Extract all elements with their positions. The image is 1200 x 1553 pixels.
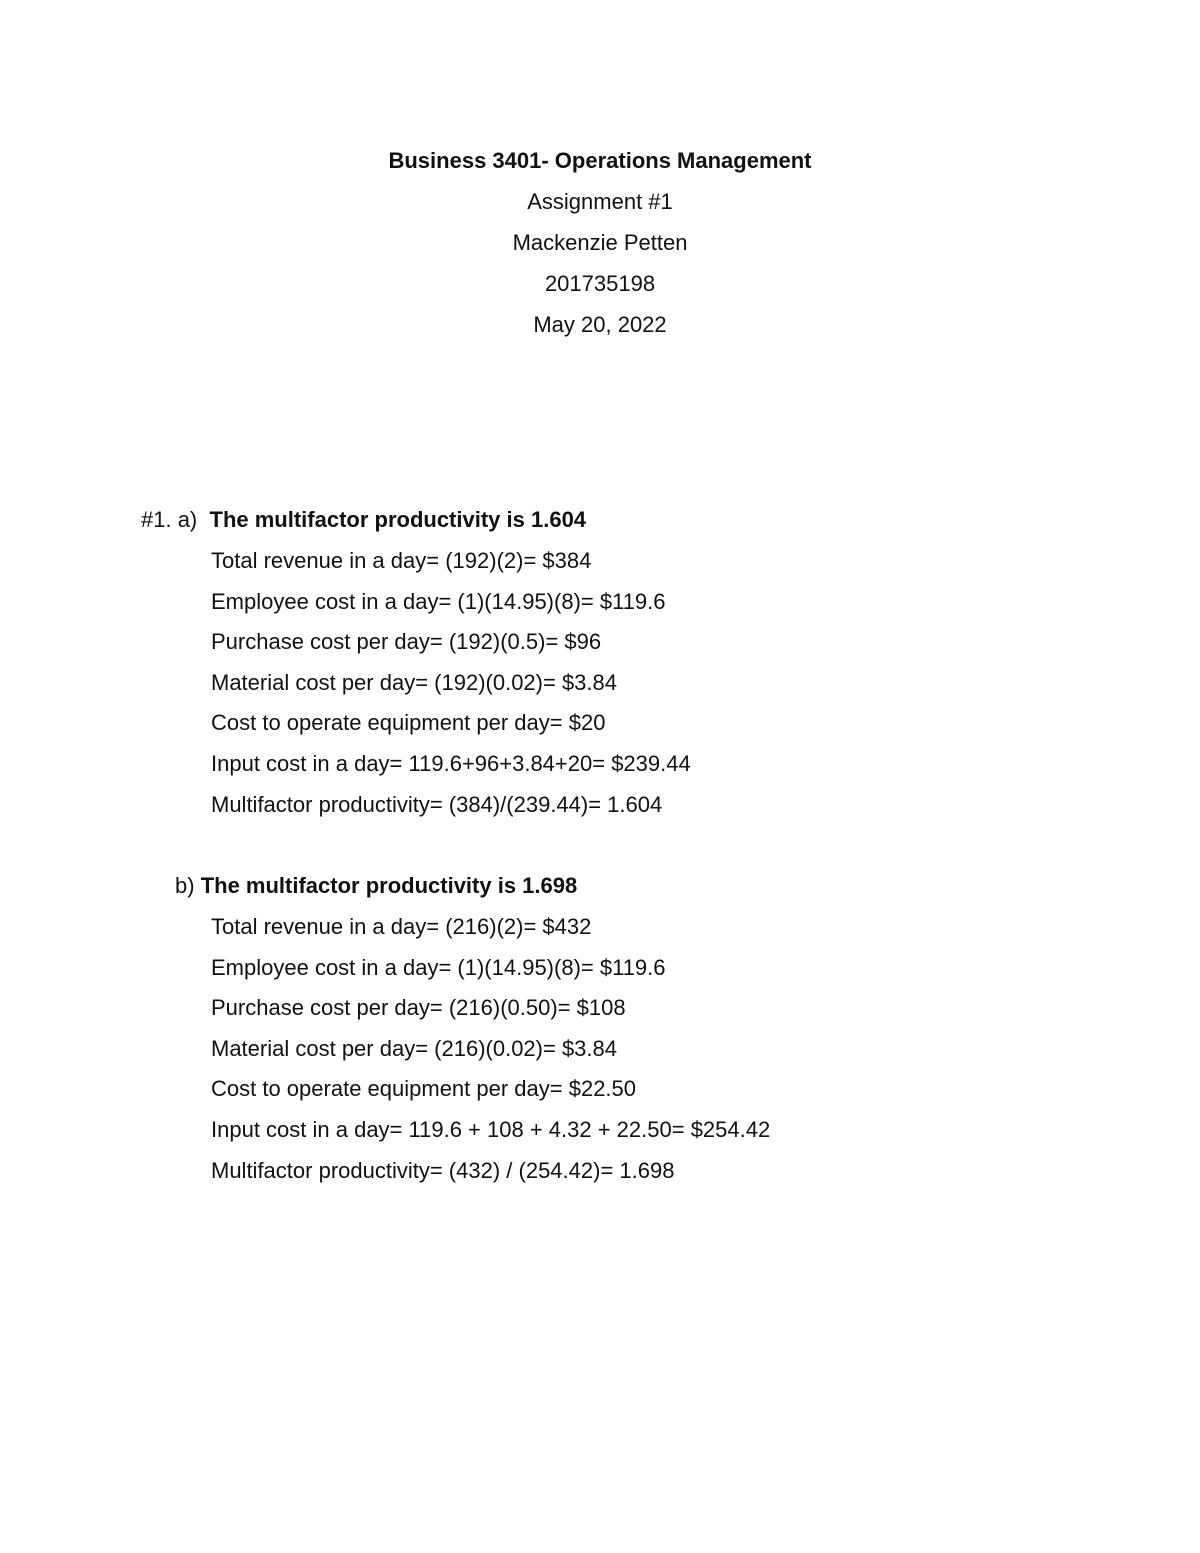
part-b-step: Employee cost in a day= (1)(14.95)(8)= $119.6 [211,955,666,980]
part-b-answer: The multifactor productivity is 1.698 [200,873,578,898]
student-id: 201735198 [544,271,656,296]
part-b-heading [175,872,577,900]
part-b-step: Material cost per day= (216)(0.02)= $3.84 [211,1036,618,1061]
part-b-step: Cost to operate equipment per day= $22.50 [211,1076,637,1101]
course-title: Business 3401- Operations Management [388,148,812,173]
part-a-heading [141,506,586,534]
part-a-step: Employee cost in a day= (1)(14.95)(8)= $119.6 [211,589,666,614]
part-a-step: Input cost in a day= 119.6+96+3.84+20= $239.44 [211,751,691,776]
part-a-step: Multifactor productivity= (384)/(239.44)= 1.604 [211,792,663,817]
part-b-label: b) [175,873,195,898]
part-a-step: Cost to operate equipment per day= $20 [211,710,606,735]
part-a-step: Material cost per day= (192)(0.02)= $3.84 [211,670,618,695]
student-name: Mackenzie Petten [512,230,688,255]
title-block [0,140,1200,345]
part-b-step: Multifactor productivity= (432) / (254.42)= 1.698 [211,1158,675,1183]
submission-date: May 20, 2022 [533,312,667,337]
part-a-label: #1. a) [141,507,198,532]
part-a-answer: The multifactor productivity is 1.604 [209,507,587,532]
part-b-step: Purchase cost per day= (216)(0.50)= $108 [211,995,626,1020]
assignment-label: Assignment #1 [527,189,673,214]
part-b-step: Input cost in a day= 119.6 + 108 + 4.32 + 22.50= $254.42 [211,1117,771,1142]
part-a-step: Total revenue in a day= (192)(2)= $384 [211,548,592,573]
part-b-step: Total revenue in a day= (216)(2)= $432 [211,914,592,939]
part-a-step: Purchase cost per day= (192)(0.5)= $96 [211,629,602,654]
